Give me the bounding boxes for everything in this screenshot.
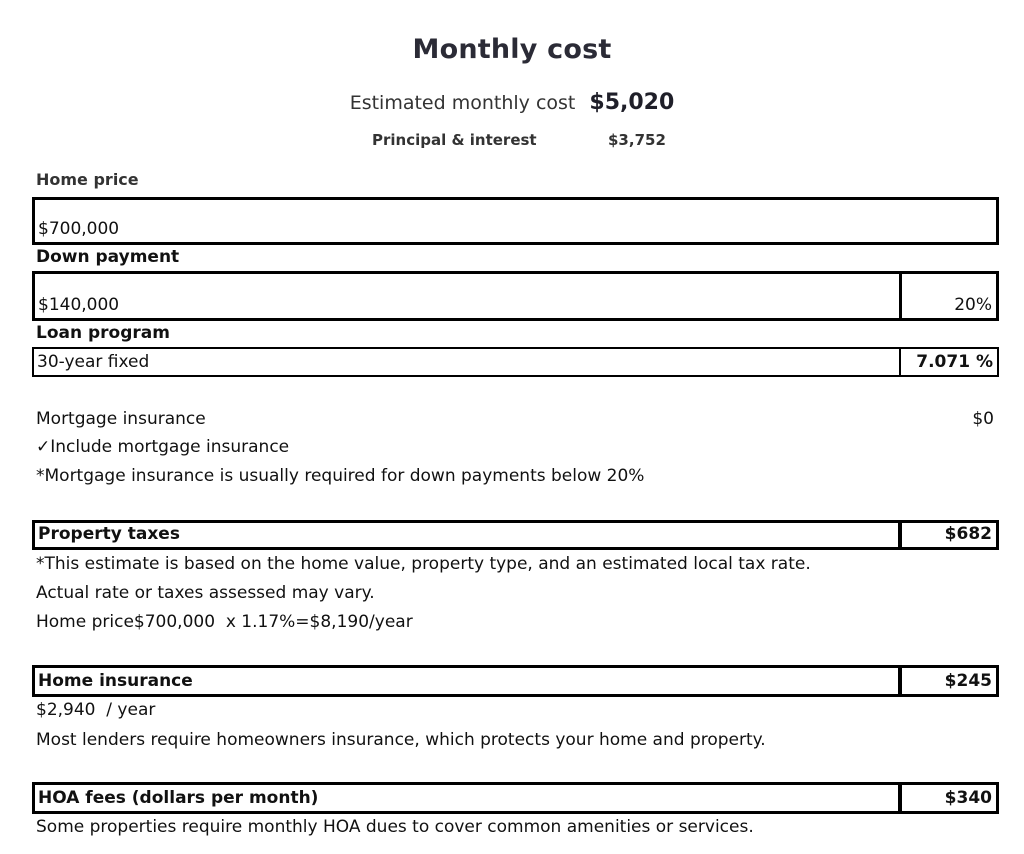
principal-interest-value: $3,752	[608, 131, 666, 149]
property-taxes-label: Property taxes	[38, 524, 180, 544]
hoa-fees-note: Some properties require monthly HOA dues to cover common amenities or services.	[36, 817, 754, 837]
principal-interest-label: Principal & interest	[372, 131, 537, 149]
home-price-input[interactable]	[32, 197, 999, 245]
mortgage-insurance-value: $0	[972, 409, 994, 429]
property-taxes-note: *This estimate is based on the home value, property type, and an estimated local tax rate.	[36, 554, 811, 574]
property-taxes-row[interactable]	[32, 520, 901, 550]
down-payment-percent-input[interactable]	[899, 271, 999, 321]
hoa-fees-value-box[interactable]	[899, 782, 999, 814]
home-price-value: $700,000	[38, 219, 120, 239]
include-mortgage-insurance-checkbox[interactable]: ✓Include mortgage insurance	[36, 437, 290, 457]
hoa-fees-row[interactable]	[32, 782, 901, 814]
home-insurance-value-box[interactable]	[899, 665, 999, 697]
hoa-fees-value: $340	[944, 788, 992, 808]
down-payment-input[interactable]	[32, 271, 902, 321]
property-taxes-calculation: Home price$700,000 x 1.17%=$8,190/year	[36, 612, 413, 632]
home-insurance-value: $245	[944, 671, 992, 691]
down-payment-value: $140,000	[38, 295, 120, 315]
home-insurance-label: Home insurance	[38, 671, 193, 691]
property-taxes-value-box[interactable]	[899, 520, 999, 550]
home-insurance-row[interactable]	[32, 665, 901, 697]
interest-rate-value: 7.071 %	[916, 352, 993, 372]
mortgage-insurance-label: Mortgage insurance	[36, 409, 206, 429]
mortgage-insurance-note: *Mortgage insurance is usually required for down payments below 20%	[36, 466, 645, 486]
home-price-label: Home price	[36, 170, 139, 189]
home-insurance-yearly: $2,940 / year	[36, 700, 156, 720]
estimated-label: Estimated monthly cost	[349, 92, 576, 114]
loan-program-select[interactable]	[32, 347, 901, 377]
estimated-value: $5,020	[589, 90, 675, 115]
property-taxes-value: $682	[944, 524, 992, 544]
hoa-fees-label: HOA fees (dollars per month)	[38, 788, 319, 808]
down-payment-percent: 20%	[954, 295, 992, 315]
property-taxes-note-2: Actual rate or taxes assessed may vary.	[36, 583, 375, 603]
down-payment-label: Down payment	[36, 247, 180, 267]
loan-program-label: Loan program	[36, 323, 170, 343]
interest-rate-input[interactable]	[899, 347, 999, 377]
page-title: Monthly cost	[412, 34, 612, 65]
estimated-monthly-cost	[0, 90, 1024, 115]
loan-program-value: 30-year fixed	[37, 352, 150, 372]
home-insurance-note: Most lenders require homeowners insurance, which protects your home and property.	[36, 730, 766, 750]
